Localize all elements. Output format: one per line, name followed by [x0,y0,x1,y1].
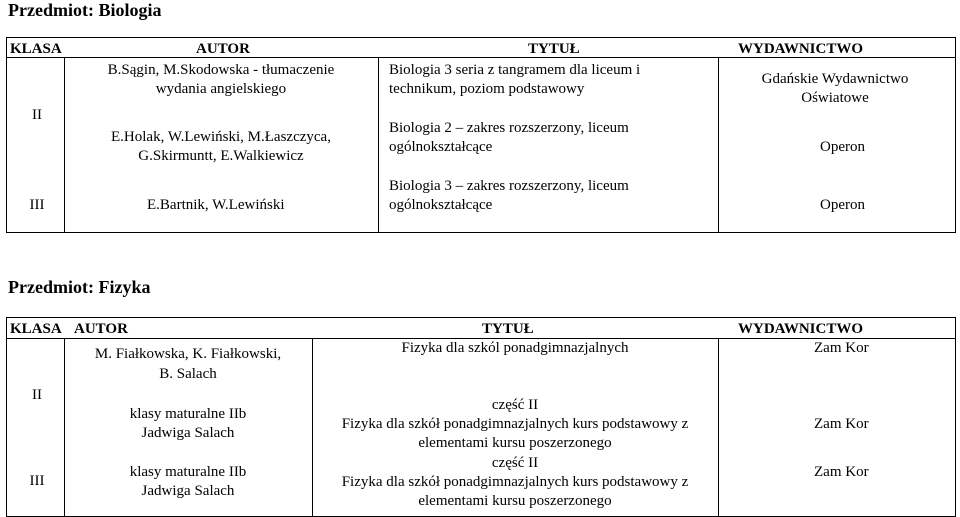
cell-autor: klasy maturalne IIb [129,464,247,480]
header-tytul: TYTUŁ [528,41,580,57]
header-klasa: KLASA [10,321,62,337]
cell-tytul: ogólnokształcące [389,139,493,155]
cell-klasa: II [32,387,42,403]
cell-tytul: Biologia 3 seria z tangramem dla liceum i [389,62,641,78]
cell-tytul: elementami kursu poszerzonego [418,435,612,451]
header-autor: AUTOR [74,321,128,337]
header-autor: AUTOR [196,41,250,57]
cell-autor: M. Fiałkowska, K. Fiałkowski, [94,346,282,362]
cell-wydawnictwo: Oświatowe [801,90,869,106]
column-divider [718,338,719,517]
cell-wydawnictwo: Zam Kor [814,340,869,356]
header-tytul: TYTUŁ [482,321,534,337]
cell-klasa: III [29,473,45,489]
header-wydawnictwo: WYDAWNICTWO [738,321,864,337]
cell-autor: klasy maturalne IIb [129,406,247,422]
column-divider [64,57,65,233]
cell-tytul: elementami kursu poszerzonego [418,493,612,509]
cell-tytul: Fizyka dla szkół ponadgimnazjalnych kurs podstawowy z [341,474,689,490]
cell-tytul: Fizyka dla szkół ponadgimnazjalnych kurs podstawowy z [341,416,689,432]
cell-autor: Jadwiga Salach [141,425,235,441]
column-divider [64,338,65,517]
cell-autor: wydania angielskiego [155,81,287,97]
cell-autor: B. Salach [159,366,217,382]
section-heading-fizyka: Przedmiot: Fizyka [8,277,151,297]
cell-autor: Jadwiga Salach [141,483,235,499]
cell-wydawnictwo: Zam Kor [814,416,869,432]
column-divider [312,338,313,517]
cell-wydawnictwo: Zam Kor [814,464,869,480]
cell-tytul: część II [491,455,539,471]
header-wydawnictwo: WYDAWNICTWO [738,41,864,57]
cell-tytul: Fizyka dla szkól ponadgimnazjalnych [401,340,629,356]
cell-wydawnictwo: Gdańskie Wydawnictwo [761,71,909,87]
column-divider [378,57,379,233]
cell-tytul: część II [491,397,539,413]
cell-autor: E.Bartnik, W.Lewiński [147,197,285,213]
cell-autor: G.Skirmuntt, E.Walkiewicz [138,148,304,164]
cell-autor: E.Holak, W.Lewiński, M.Łaszczyca, [111,129,331,145]
header-klasa: KLASA [10,41,62,57]
cell-klasa: III [29,197,45,213]
cell-tytul: Biologia 3 – zakres rozszerzony, liceum [389,178,629,194]
cell-wydawnictwo: Operon [820,139,865,155]
cell-tytul: ogólnokształcące [389,197,493,213]
cell-autor: B.Sągin, M.Skodowska - tłumaczenie [107,62,335,78]
cell-tytul: Biologia 2 – zakres rozszerzony, liceum [389,120,629,136]
cell-tytul: technikum, poziom podstawowy [389,81,585,97]
column-divider [718,57,719,233]
section-heading-biologia: Przedmiot: Biologia [8,0,162,20]
cell-klasa: II [32,107,42,123]
cell-wydawnictwo: Operon [820,197,865,213]
